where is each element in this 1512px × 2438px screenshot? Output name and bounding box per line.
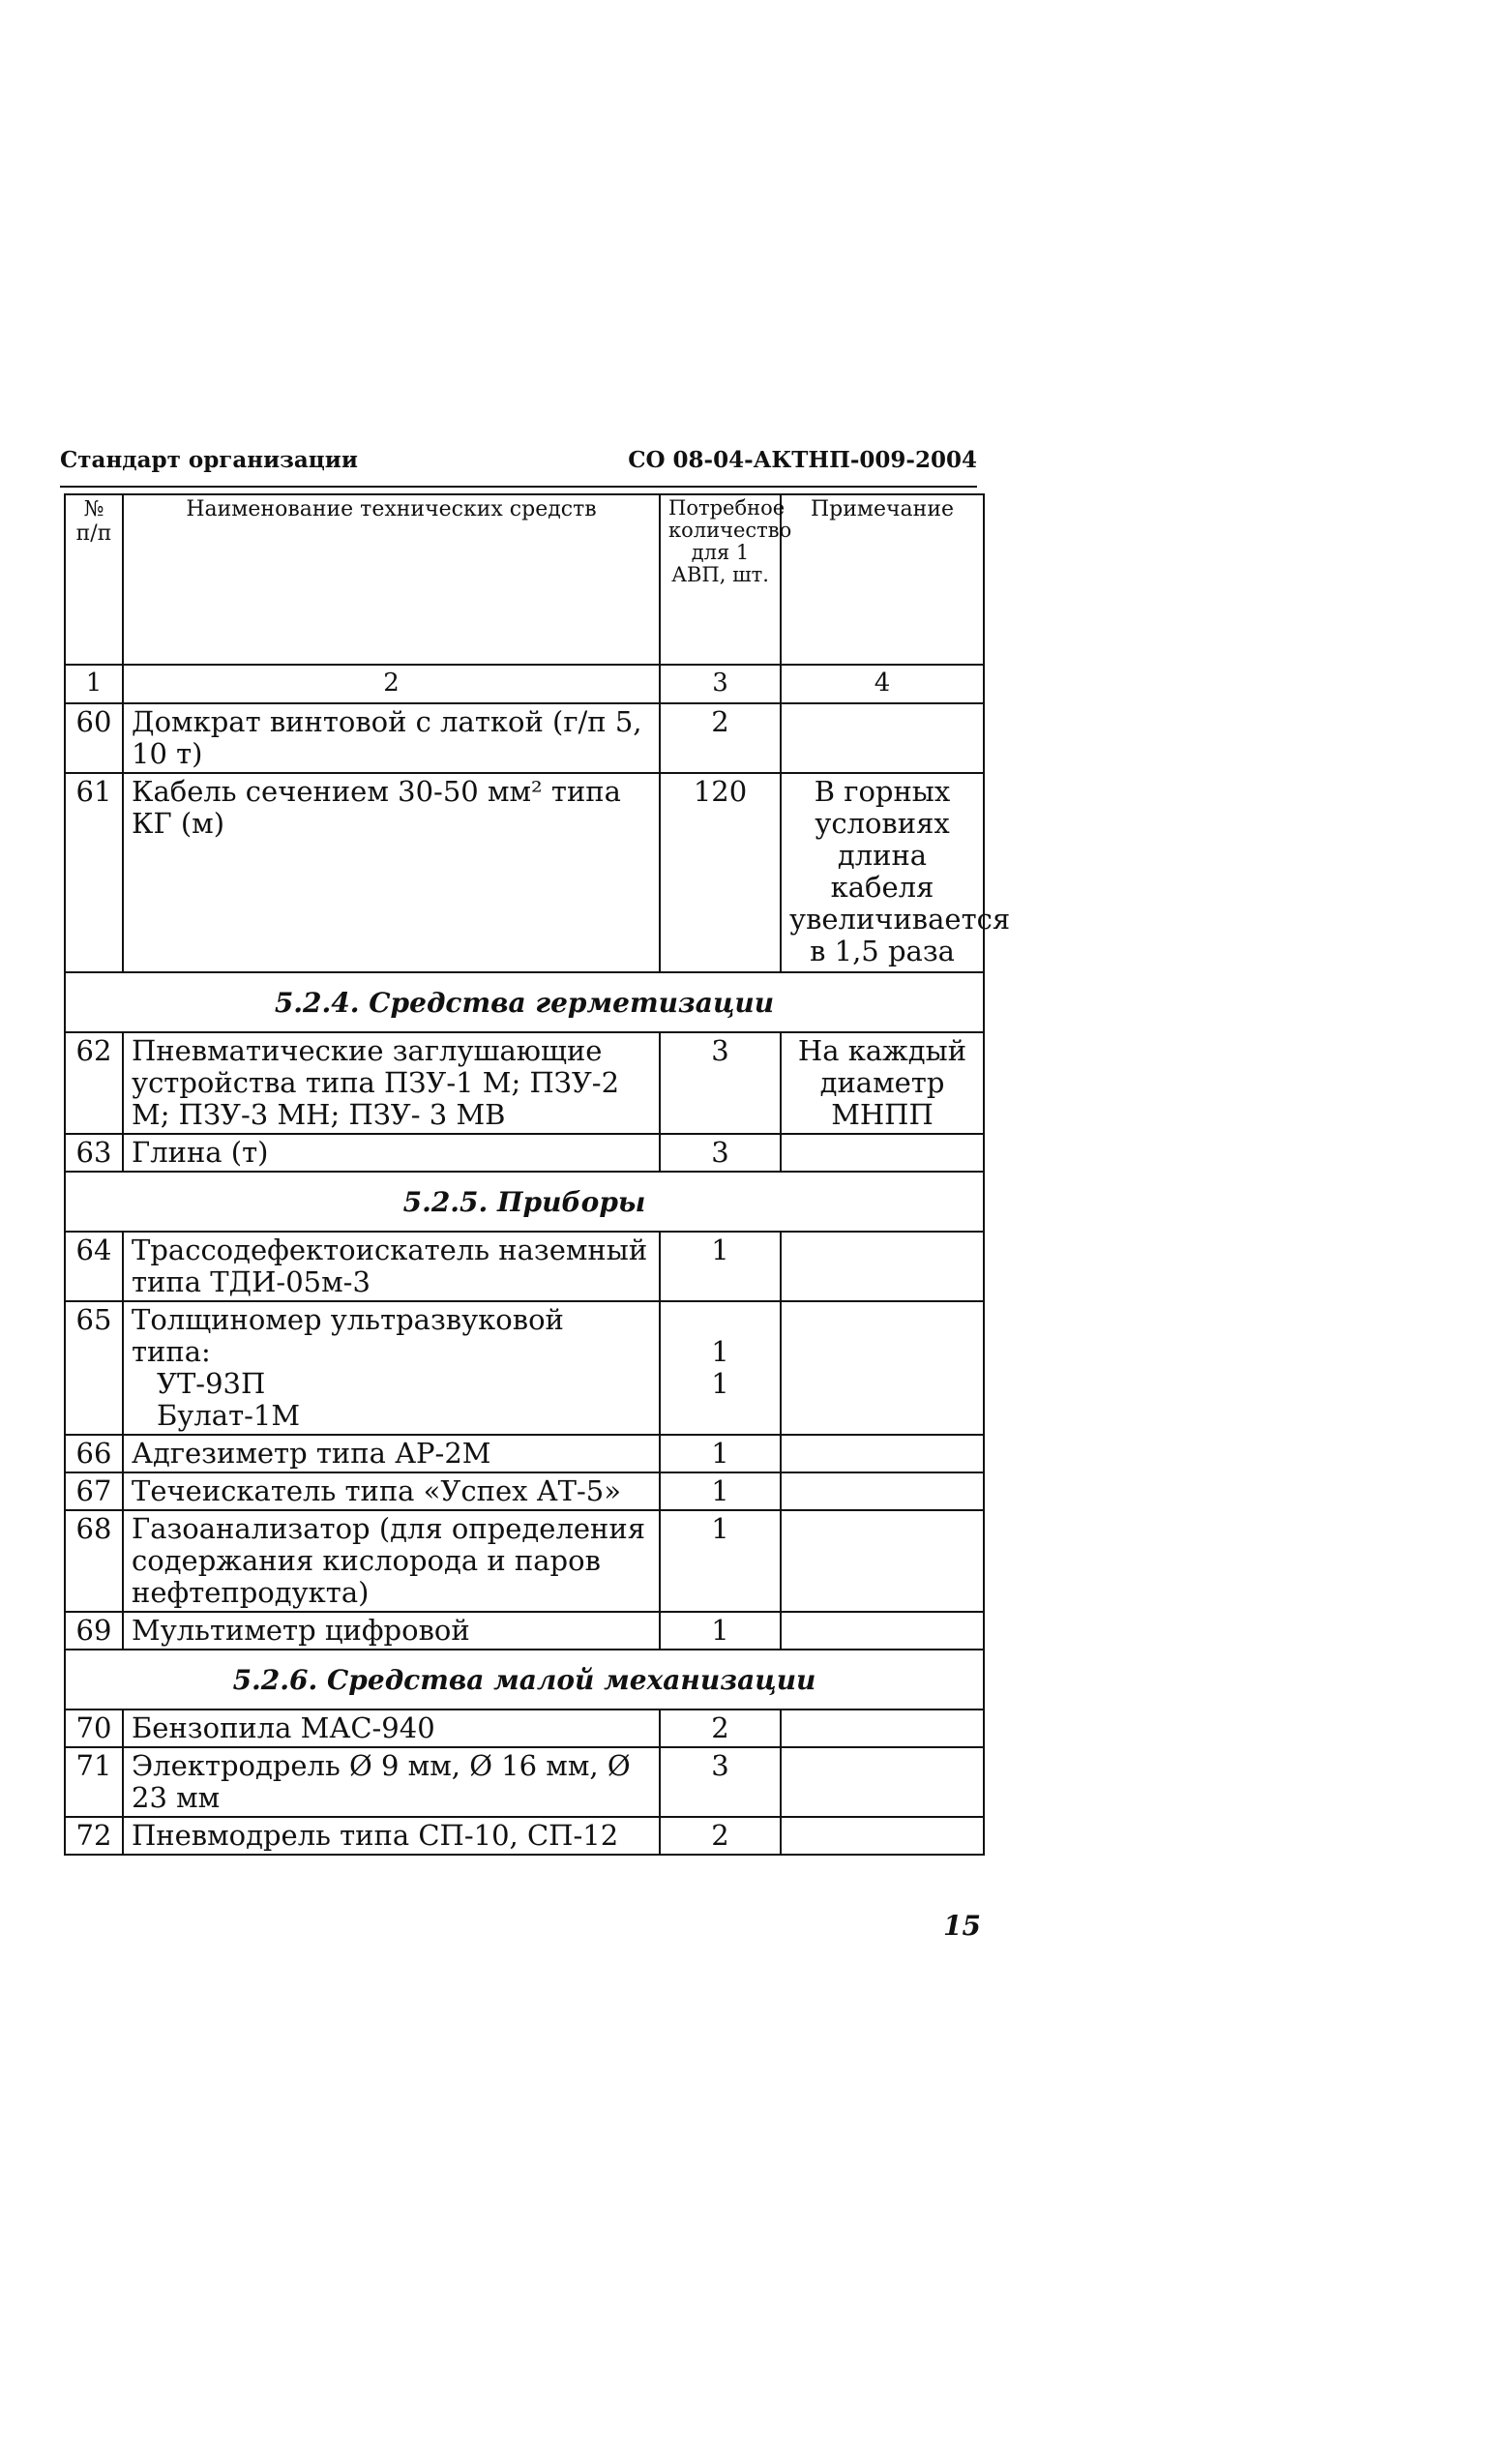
document-code: СО 08-04-АКТНП-009-2004	[628, 447, 977, 473]
item-qty: 1	[711, 1367, 729, 1400]
section-title: 5.2.4. Средства герметизации	[65, 972, 984, 1032]
column-number-row	[65, 665, 984, 703]
column-header-note: Примечание	[781, 494, 984, 665]
row-number: 61	[65, 773, 123, 972]
item-name: Мультиметр цифровой	[123, 1612, 660, 1650]
column-number: 1	[65, 665, 123, 703]
item-qty: 1	[711, 1335, 729, 1368]
section-row	[65, 972, 984, 1032]
row-number: 70	[65, 1710, 123, 1747]
item-note: В горных условиях длина кабеля увеличивается в 1,5 раза	[781, 773, 984, 972]
column-header-name: Наименование технических средств	[123, 494, 660, 665]
item-name: Электродрель Ø 9 мм, Ø 16 мм, Ø 23 мм	[123, 1747, 660, 1817]
item-qty: 1	[660, 1435, 781, 1472]
item-name: Домкрат винтовой с латкой (г/п 5, 10 т)	[123, 703, 660, 773]
equipment-table	[64, 493, 1011, 1856]
table-row	[65, 1134, 984, 1172]
column-header-num: № п/п	[65, 494, 123, 665]
item-note	[781, 1710, 984, 1747]
column-number: 4	[781, 665, 984, 703]
item-name-group	[123, 1301, 660, 1435]
item-note	[781, 1134, 984, 1172]
item-name: Адгезиметр типа АР-2М	[123, 1435, 660, 1472]
table-row	[65, 1435, 984, 1472]
item-subname: УТ-93П	[157, 1367, 266, 1400]
item-qty: 2	[660, 703, 781, 773]
item-name: Течеискатель типа «Успех АТ-5»	[123, 1472, 660, 1510]
table-row	[65, 1232, 984, 1301]
table-row	[65, 1612, 984, 1650]
item-qty: 3	[660, 1747, 781, 1817]
item-qty: 3	[660, 1032, 781, 1134]
section-row	[65, 1650, 984, 1710]
table-row	[65, 1472, 984, 1510]
item-note	[781, 1510, 984, 1612]
row-number: 62	[65, 1032, 123, 1134]
item-name: Газоанализатор (для определения содержания кислорода и паров нефтепродукта)	[123, 1510, 660, 1612]
item-note	[781, 1817, 984, 1855]
header-rule	[60, 486, 977, 488]
item-qty: 120	[660, 773, 781, 972]
table-row	[65, 1817, 984, 1855]
page-header	[60, 447, 977, 474]
item-qty: 2	[660, 1817, 781, 1855]
item-subname: Булат-1М	[157, 1399, 301, 1432]
item-name: Бензопила МАС-940	[123, 1710, 660, 1747]
item-note	[781, 1612, 984, 1650]
section-title: 5.2.6. Средства малой механизации	[65, 1650, 984, 1710]
item-note	[781, 1232, 984, 1301]
item-qty: 1	[660, 1612, 781, 1650]
table-row	[65, 1747, 984, 1817]
item-note: На каждый диаметр МНПП	[781, 1032, 984, 1134]
row-number: 63	[65, 1134, 123, 1172]
column-header-qty: Потребное количество для 1 АВП, шт.	[660, 494, 781, 665]
row-number: 64	[65, 1232, 123, 1301]
column-number: 3	[660, 665, 781, 703]
section-row	[65, 1172, 984, 1232]
item-note	[781, 1301, 984, 1435]
item-name: Пневматические заглушающие устройства типа ПЗУ-1 М; ПЗУ-2 М; ПЗУ-3 МН; ПЗУ- 3 МВ	[123, 1032, 660, 1134]
item-note	[781, 1747, 984, 1817]
item-note	[781, 703, 984, 773]
organization-standard-label: Стандарт организации	[60, 447, 358, 473]
item-qty: 1	[660, 1510, 781, 1612]
section-title: 5.2.5. Приборы	[65, 1172, 984, 1232]
item-note	[781, 1472, 984, 1510]
row-number: 72	[65, 1817, 123, 1855]
item-name: Толщиномер ультразвуковой типа:	[132, 1303, 564, 1368]
table-header-row	[65, 494, 984, 665]
page-number: 15	[943, 1910, 981, 1942]
item-note	[781, 1435, 984, 1472]
table-row	[65, 703, 984, 773]
row-number: 60	[65, 703, 123, 773]
table-row	[65, 1710, 984, 1747]
item-qty-group	[660, 1301, 781, 1435]
table-row	[65, 1510, 984, 1612]
item-qty: 1	[660, 1472, 781, 1510]
row-number: 67	[65, 1472, 123, 1510]
row-number: 71	[65, 1747, 123, 1817]
item-qty: 3	[660, 1134, 781, 1172]
column-number: 2	[123, 665, 660, 703]
row-number: 68	[65, 1510, 123, 1612]
item-name: Трассодефектоискатель наземный типа ТДИ-05м-3	[123, 1232, 660, 1301]
item-name: Пневмодрель типа СП-10, СП-12	[123, 1817, 660, 1855]
row-number: 66	[65, 1435, 123, 1472]
item-qty: 2	[660, 1710, 781, 1747]
item-name: Глина (т)	[123, 1134, 660, 1172]
row-number: 65	[65, 1301, 123, 1435]
item-name: Кабель сечением 30-50 мм² типа КГ (м)	[123, 773, 660, 972]
table-row	[65, 773, 984, 972]
item-qty: 1	[660, 1232, 781, 1301]
table-row	[65, 1032, 984, 1134]
row-number: 69	[65, 1612, 123, 1650]
table-row	[65, 1301, 984, 1435]
